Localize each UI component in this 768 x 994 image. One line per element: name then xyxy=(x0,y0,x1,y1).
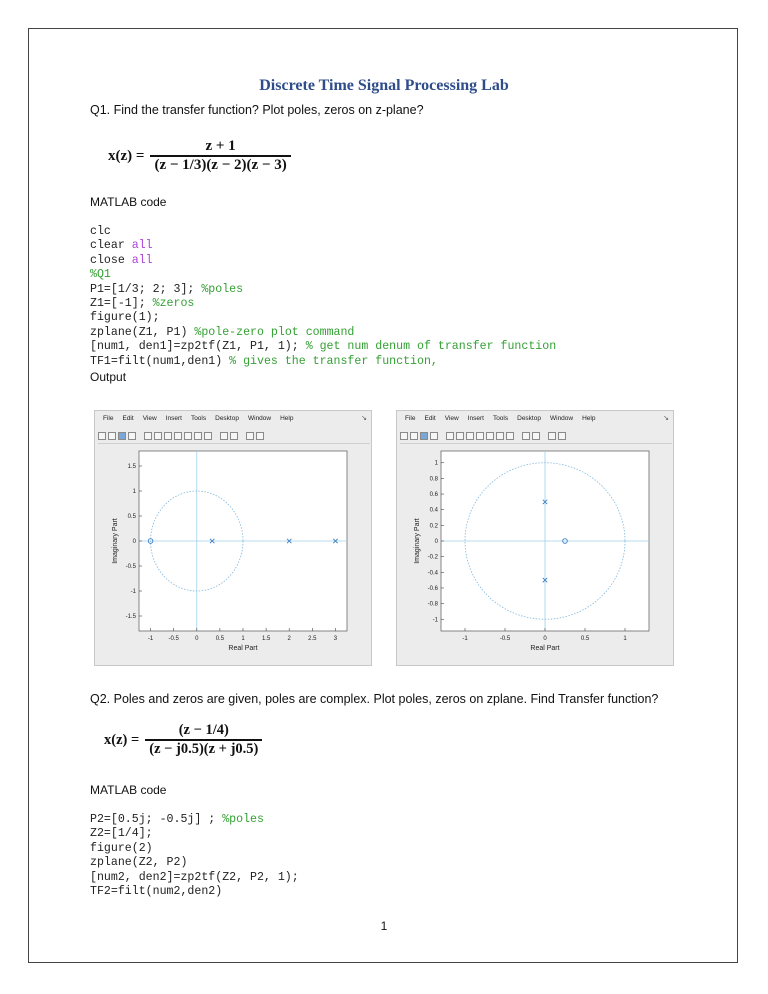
code-text: [num1, den1]=zp2tf(Z1, P1, 1); xyxy=(90,340,306,354)
figure-menubar xyxy=(397,411,673,425)
code-line xyxy=(90,297,556,311)
y-tick-label: -0.6 xyxy=(427,585,438,592)
menu-item-file[interactable]: File xyxy=(405,415,416,422)
y-tick-label: 0.4 xyxy=(429,507,438,514)
code-text: P2=[0.5j; -0.5j] ; xyxy=(90,813,223,826)
menu-item-edit[interactable]: Edit xyxy=(122,415,134,422)
code-line xyxy=(90,283,556,297)
rotate-icon[interactable] xyxy=(486,432,494,440)
figure-window-2 xyxy=(396,410,674,666)
open-file-icon[interactable] xyxy=(108,432,116,440)
pointer-icon[interactable] xyxy=(144,432,152,440)
pan-icon[interactable] xyxy=(476,432,484,440)
zoom-out-icon[interactable] xyxy=(466,432,474,440)
y-tick-label: -1.5 xyxy=(125,614,136,620)
code-line xyxy=(90,268,556,282)
q1-code-block xyxy=(90,225,556,369)
brush-icon[interactable] xyxy=(506,432,514,440)
code-line xyxy=(90,856,299,870)
x-tick-label: 3 xyxy=(333,636,338,642)
x-tick-label: 1.5 xyxy=(261,636,271,642)
y-tick-label: 0 xyxy=(132,539,136,545)
code-comment: % get num denum of transfer function xyxy=(305,340,557,354)
print-icon[interactable] xyxy=(128,432,136,440)
menu-item-view[interactable]: View xyxy=(142,415,157,422)
y-tick-label: -0.2 xyxy=(427,554,438,561)
menu-item-help[interactable]: Help xyxy=(280,415,294,422)
x-axis-label: Real Part xyxy=(228,645,258,652)
y-tick-label: 1.5 xyxy=(127,464,136,470)
code-text: close xyxy=(90,253,132,267)
code-line xyxy=(90,239,556,253)
code-line xyxy=(90,340,556,354)
menu-item-tools[interactable]: Tools xyxy=(190,415,207,422)
y-tick-label: -0.4 xyxy=(427,570,438,577)
document-title: Discrete Time Signal Processing Lab xyxy=(259,77,509,94)
code-line xyxy=(90,225,556,239)
code-comment: %poles xyxy=(201,282,244,296)
open-file-icon[interactable] xyxy=(410,432,418,440)
code-text: Z1=[-1]; xyxy=(90,297,153,311)
y-tick-label: 1 xyxy=(132,489,136,495)
code-line xyxy=(90,355,556,369)
code-text: clc xyxy=(90,225,111,238)
figure-toolbar xyxy=(98,429,370,444)
code-comment: %pole-zero plot command xyxy=(194,325,355,339)
pan-icon[interactable] xyxy=(174,432,182,440)
menu-item-tools[interactable]: Tools xyxy=(492,415,509,422)
code-text: TF2=filt(num2,den2) xyxy=(90,885,223,899)
hide-tools-icon[interactable] xyxy=(548,432,556,440)
x-tick-label: 0.5 xyxy=(580,636,590,642)
code-comment: % gives the transfer function, xyxy=(229,354,438,368)
code-text: zplane(Z2, P2) xyxy=(90,856,188,870)
output-label: Output xyxy=(90,370,127,384)
zoom-in-icon[interactable] xyxy=(456,432,464,440)
q1-equation-denominator: (z − 1/3)(z − 2)(z − 3) xyxy=(150,155,290,174)
code-line xyxy=(90,827,299,841)
data-cursor-icon[interactable] xyxy=(496,432,504,440)
code-line xyxy=(90,311,556,325)
x-tick-label: 1 xyxy=(241,636,245,642)
resize-icon[interactable]: ↘ xyxy=(361,415,367,422)
save-icon[interactable] xyxy=(420,432,428,440)
code-comment: %poles xyxy=(222,813,264,826)
pole-zero-plot-1 xyxy=(95,445,371,665)
code-text: figure(2) xyxy=(90,841,153,855)
code-line xyxy=(90,254,556,268)
y-tick-label: 0.5 xyxy=(127,514,136,520)
q2-equation-numerator: (z − 1/4) xyxy=(178,722,229,738)
menu-item-file[interactable]: File xyxy=(103,415,114,422)
zoom-out-icon[interactable] xyxy=(164,432,172,440)
code-keyword: all xyxy=(131,253,153,267)
code-text: [num2, den2]=zp2tf(Z2, P2, 1); xyxy=(90,870,299,884)
q1-equation-numerator: z + 1 xyxy=(205,138,236,154)
show-tools-icon[interactable] xyxy=(256,432,264,440)
legend-icon[interactable] xyxy=(532,432,540,440)
colorbar-icon[interactable] xyxy=(220,432,228,440)
code-text: zplane(Z1, P1) xyxy=(90,325,195,339)
code-text: figure(1); xyxy=(90,311,160,325)
y-tick-label: 0.6 xyxy=(429,492,438,499)
q1-equation xyxy=(108,138,291,174)
y-tick-label: -0.5 xyxy=(125,564,136,570)
code-line xyxy=(90,885,299,899)
x-tick-label: 0.5 xyxy=(215,636,225,642)
code-keyword: all xyxy=(131,239,153,253)
x-tick-label: -0.5 xyxy=(168,636,179,642)
code-text: clear xyxy=(90,239,132,253)
brush-icon[interactable] xyxy=(204,432,212,440)
menu-item-help[interactable]: Help xyxy=(582,415,596,422)
menu-item-desktop[interactable]: Desktop xyxy=(215,415,239,422)
legend-icon[interactable] xyxy=(230,432,238,440)
y-axis-label: Imaginary Part xyxy=(414,518,421,564)
q2-equation-denominator: (z − j0.5)(z + j0.5) xyxy=(145,739,262,758)
menu-item-desktop[interactable]: Desktop xyxy=(517,415,541,422)
show-tools-icon[interactable] xyxy=(558,432,566,440)
x-tick-label: 2.5 xyxy=(308,636,317,642)
new-figure-icon[interactable] xyxy=(400,432,408,440)
figure-menubar xyxy=(95,411,371,425)
q2-equation-lhs: x(z) = xyxy=(104,731,140,748)
x-tick-label: -1 xyxy=(462,636,468,642)
y-tick-label: 0 xyxy=(434,539,438,545)
figure-window-1 xyxy=(94,410,372,666)
q2-equation xyxy=(104,722,262,758)
code-line xyxy=(90,326,556,340)
rotate-icon[interactable] xyxy=(184,432,192,440)
y-tick-label: 0.2 xyxy=(429,523,438,530)
code-line xyxy=(90,871,299,885)
q1-code-label: MATLAB code xyxy=(90,195,167,209)
pole-zero-plot-2 xyxy=(397,445,673,665)
y-tick-label: -0.8 xyxy=(427,601,438,608)
q1-question: Q1. Find the transfer function? Plot poles, zeros on z-plane? xyxy=(90,103,424,117)
y-tick-label: -1 xyxy=(130,589,136,595)
x-tick-label: -1 xyxy=(147,636,154,642)
q1-equation-lhs: x(z) = xyxy=(108,147,145,164)
save-icon[interactable] xyxy=(118,432,126,440)
pointer-icon[interactable] xyxy=(446,432,454,440)
colorbar-icon[interactable] xyxy=(522,432,530,440)
x-tick-label: 0 xyxy=(195,636,199,642)
q2-code-block xyxy=(90,813,299,899)
q2-code-label: MATLAB code xyxy=(90,783,167,797)
page-number: 1 xyxy=(380,919,388,933)
menu-item-window[interactable]: Window xyxy=(247,415,272,422)
code-comment: %Q1 xyxy=(90,268,111,282)
code-line xyxy=(90,842,299,856)
x-tick-label: 2 xyxy=(287,636,291,642)
y-tick-label: 0.8 xyxy=(429,476,438,483)
menu-item-edit[interactable]: Edit xyxy=(424,415,436,422)
y-axis-label: Imaginary Part xyxy=(112,518,119,564)
figure-toolbar xyxy=(400,429,672,444)
x-axis-label: Real Part xyxy=(530,645,560,652)
y-tick-label: 1 xyxy=(434,460,438,467)
new-figure-icon[interactable] xyxy=(98,432,106,440)
menu-item-window[interactable]: Window xyxy=(549,415,574,422)
q2-question: Q2. Poles and zeros are given, poles are complex. Plot poles, zeros on zplane. Find Transfer function? xyxy=(90,692,659,706)
code-text: Z2=[1/4]; xyxy=(90,827,153,841)
menu-item-insert[interactable]: Insert xyxy=(165,415,182,422)
x-tick-label: -0.5 xyxy=(499,636,511,642)
data-cursor-icon[interactable] xyxy=(194,432,202,440)
menu-item-view[interactable]: View xyxy=(444,415,459,422)
code-line xyxy=(90,813,299,827)
zoom-in-icon[interactable] xyxy=(154,432,162,440)
x-tick-label: 0 xyxy=(543,636,547,642)
code-text: TF1=filt(num1,den1) xyxy=(90,354,230,368)
menu-item-insert[interactable]: Insert xyxy=(467,415,484,422)
hide-tools-icon[interactable] xyxy=(246,432,254,440)
print-icon[interactable] xyxy=(430,432,438,440)
resize-icon[interactable]: ↘ xyxy=(663,415,669,422)
code-text: P1=[1/3; 2; 3]; xyxy=(90,282,202,296)
code-comment: %zeros xyxy=(152,297,195,311)
x-tick-label: 1 xyxy=(623,636,627,642)
y-tick-label: -1 xyxy=(432,617,438,624)
